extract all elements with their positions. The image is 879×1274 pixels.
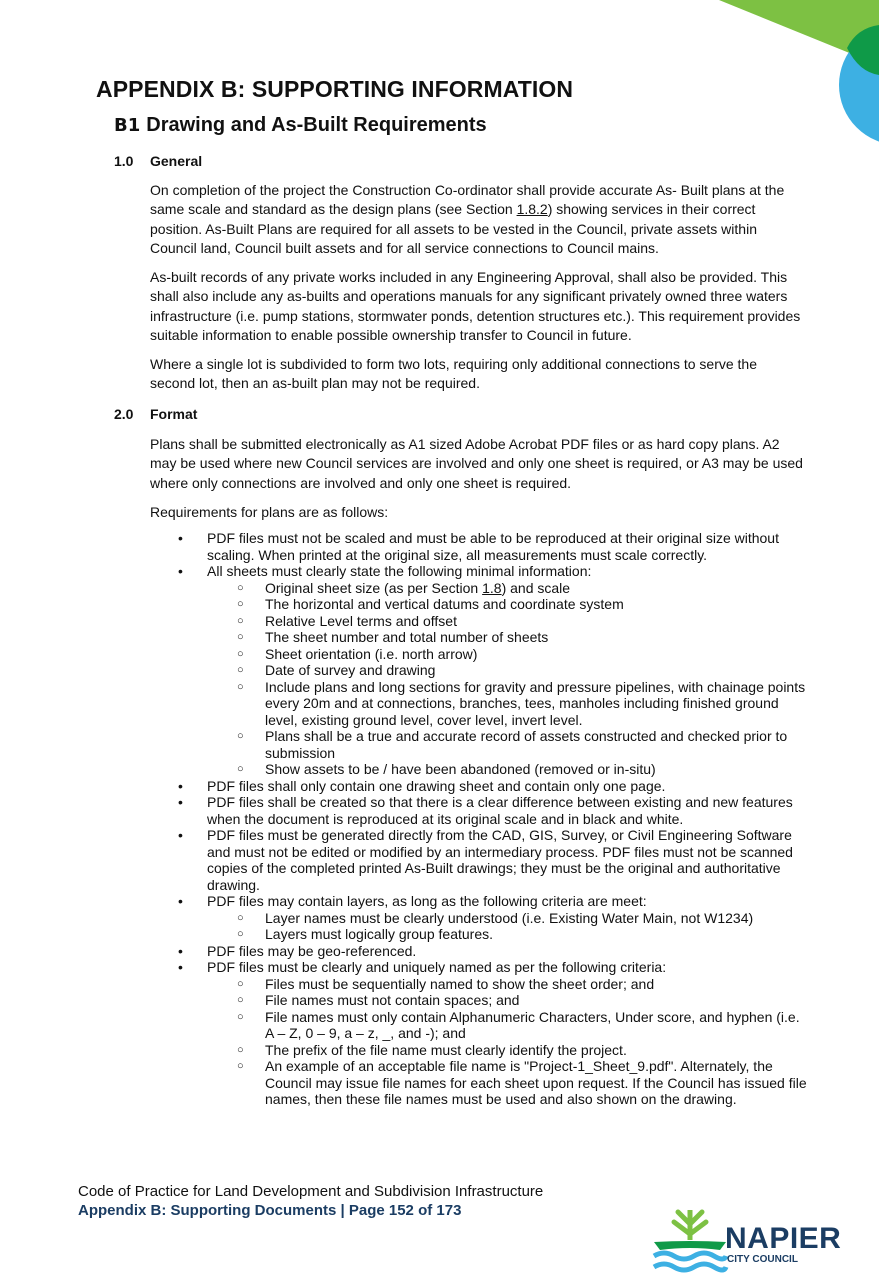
sub-list-item: [207, 679, 810, 729]
sub-list-item-text: ) and scale: [501, 579, 571, 596]
list-item-text: All sheets must clearly state the following minimal information:: [207, 563, 592, 579]
general-paragraph-3: Where a single lot is subdivided to form two lots, requiring only additional connections to serve the second lot, then an as-built plan may not be required.: [150, 356, 757, 392]
circle-bullet-icon: ○: [237, 664, 244, 676]
heading-format: [114, 406, 197, 422]
list-item-text: PDF files shall be created so that there is a clear difference between existing and new features when the document is reproduced at its original scale and in black and white.: [207, 794, 793, 827]
sub-list-item-text: Layers must logically group features.: [265, 926, 493, 942]
sub-list-item: [207, 728, 810, 761]
sub-list-item: [207, 1058, 810, 1108]
general-p1-text-a: On completion of the project the Construction Co-ordinator shall provide accurate As- Built plans at the same scale and standard as the design plans (see Section: [150, 182, 785, 218]
section-title-text: Drawing and As-Built Requirements: [146, 114, 487, 136]
section-code: B1: [114, 115, 141, 136]
circle-bullet-icon: ○: [237, 994, 244, 1006]
list-item: [150, 563, 810, 778]
general-paragraph-2: As-built records of any private works included in any Engineering Approval, shall also be provided. This shall also include any as-builts and operations manuals for any significant privately owned three waters infrastructure (i.e. pump stations, stormwater ponds, detention structures etc.). This requirement provides suitable information to enable possible ownership transfer to Council in future.: [150, 269, 801, 343]
sub-list-item: [207, 613, 810, 630]
list-item: [150, 959, 810, 1108]
sub-list-item-text: Relative Level terms and offset: [265, 612, 457, 629]
circle-bullet-icon: ○: [237, 614, 244, 627]
bullet-icon: •: [178, 959, 183, 975]
circle-bullet-icon: ○: [237, 680, 244, 693]
list-item-text: PDF files must be generated directly from the CAD, GIS, Survey, or Civil Engineering Software and must not be edited or modified by an intermediary process. PDF files must not be scanned copies of the completed printed As-Built drawings; they must be the original and authoritative drawing.: [207, 827, 793, 893]
list-item: [150, 794, 810, 827]
sub-list-item-text: Plans shall be a true and accurate record of assets constructed and checked prior to submission: [265, 728, 788, 761]
sub-list-item-text: Include plans and long sections for gravity and pressure pipelines, with chainage points every 20m and at connections, branches, tees, manholes including finished ground level, existing ground level, cover level, invert level.: [265, 678, 806, 728]
sub-list-item-text: File names must only contain Alphanumeric Characters, Under score, and hyphen (i.e. A – Z, 0 – 9, a – z, _, and -); and: [265, 1008, 800, 1041]
bullet-icon: •: [178, 530, 183, 546]
sub-list-item-text: Files must be sequentially named to show the sheet order; and: [265, 975, 655, 992]
list-item-text: PDF files may be geo-referenced.: [207, 942, 417, 959]
list-item: [150, 893, 810, 943]
circle-bullet-icon: ○: [237, 730, 244, 742]
general-paragraph-1: [150, 181, 805, 258]
section-reference-link[interactable]: 1.8.2: [516, 201, 548, 218]
circle-bullet-icon: ○: [237, 647, 244, 660]
sub-list-item-text: The prefix of the file name must clearly identify the project.: [265, 1041, 627, 1058]
list-item-text: PDF files shall only contain one drawing sheet and contain only one page.: [207, 777, 666, 794]
sub-list-item: [207, 926, 810, 943]
footer-page-info: Appendix B: Supporting Documents | Page 152 of 173: [78, 1202, 462, 1219]
logo-name: NAPIER: [725, 1222, 842, 1255]
requirements-list: [150, 530, 810, 1108]
sub-list-item-text: Date of survey and drawing: [265, 662, 436, 678]
sub-list-item: [207, 662, 810, 679]
circle-bullet-icon: ○: [237, 581, 244, 594]
sub-list-item-text: The sheet number and total number of sheets: [265, 629, 549, 645]
heading-format-number: 2.0: [114, 406, 134, 422]
sub-list-item: [207, 629, 810, 646]
appendix-title: APPENDIX B: SUPPORTING INFORMATION: [96, 76, 574, 102]
list-item: [150, 943, 810, 960]
sub-list-item-text: Original sheet size (as per Section: [265, 579, 483, 596]
circle-bullet-icon: ○: [237, 598, 244, 610]
logo-plant-icon: [654, 1210, 726, 1250]
list-item: [150, 778, 810, 795]
bullet-icon: •: [178, 794, 183, 810]
bullet-icon: •: [178, 777, 183, 794]
heading-general-number: 1.0: [114, 153, 134, 169]
sub-list: [207, 580, 810, 778]
circle-bullet-icon: ○: [237, 1043, 244, 1056]
sub-list-item: [207, 646, 810, 663]
sub-list-item-text: Layer names must be clearly understood (i.e. Existing Water Main, not W1234): [265, 909, 754, 926]
sub-list-item: [207, 580, 810, 597]
sub-list: [207, 976, 810, 1108]
format-paragraph-1: Plans shall be submitted electronically as A1 sized Adobe Acrobat PDF files or as hard copy plans. A2 may be used where new Council services are involved and only one sheet is required, or A3 may be used where only connections are involved and only one sheet is required.: [150, 436, 803, 491]
logo-subtitle: CITY COUNCIL: [727, 1254, 798, 1265]
bullet-icon: •: [178, 893, 183, 909]
circle-bullet-icon: ○: [237, 928, 244, 940]
sub-list-item: [207, 761, 810, 778]
sub-list-item: [207, 910, 810, 927]
list-item: [150, 827, 810, 893]
circle-bullet-icon: ○: [237, 977, 244, 990]
section-title: [114, 114, 487, 137]
list-item: [150, 530, 810, 563]
heading-general: [114, 153, 202, 169]
list-item-text: PDF files must be clearly and uniquely named as per the following criteria:: [207, 959, 667, 975]
heading-format-title: Format: [150, 406, 198, 422]
sub-list-item: [207, 992, 810, 1009]
sub-list-item-text: An example of an acceptable file name is "Project-1_Sheet_9.pdf". Alternately, the Council may issue file names for each sheet upon request. If the Council has issued file names, then these file names must be used and also shown on the drawing.: [265, 1058, 807, 1107]
sub-list-item-text: File names must not contain spaces; and: [265, 992, 520, 1008]
sub-list-item-text: Sheet orientation (i.e. north arrow): [265, 645, 478, 662]
footer-document-title: Code of Practice for Land Development and Subdivision Infrastructure: [78, 1183, 544, 1200]
corner-decoration: [699, 0, 879, 155]
sub-list-item-text: Show assets to be / have been abandoned (removed or in-situ): [265, 761, 656, 777]
section-reference-link[interactable]: 1.8: [482, 579, 502, 596]
sub-list-item: [207, 976, 810, 993]
sub-list-item: [207, 1009, 810, 1042]
circle-bullet-icon: ○: [237, 911, 244, 924]
bullet-icon: •: [178, 942, 183, 959]
format-paragraph-2: Requirements for plans are as follows:: [150, 504, 389, 520]
circle-bullet-icon: ○: [237, 1010, 244, 1023]
bullet-icon: •: [178, 827, 183, 843]
list-item-text: PDF files may contain layers, as long as the following criteria are meet:: [207, 893, 647, 909]
heading-general-title: General: [150, 153, 203, 169]
circle-bullet-icon: ○: [237, 1060, 244, 1072]
general-p1-text-b: ) showing services in their correct position. As-Built Plans are required for all assets to be vested in the Council, private assets within Council land, Council built assets and for all service connections to Council mains.: [150, 201, 757, 256]
circle-bullet-icon: ○: [237, 763, 244, 775]
circle-bullet-icon: ○: [237, 631, 244, 643]
list-item-text: PDF files must not be scaled and must be able to be reproduced at their original size without scaling. When printed at the original size, all measurements must scale correctly.: [207, 530, 779, 563]
bullet-icon: •: [178, 563, 183, 579]
sub-list: [207, 910, 810, 943]
sub-list-item: [207, 596, 810, 613]
sub-list-item-text: The horizontal and vertical datums and coordinate system: [265, 596, 624, 612]
sub-list-item: [207, 1042, 810, 1059]
logo-waves-icon: [654, 1253, 726, 1270]
